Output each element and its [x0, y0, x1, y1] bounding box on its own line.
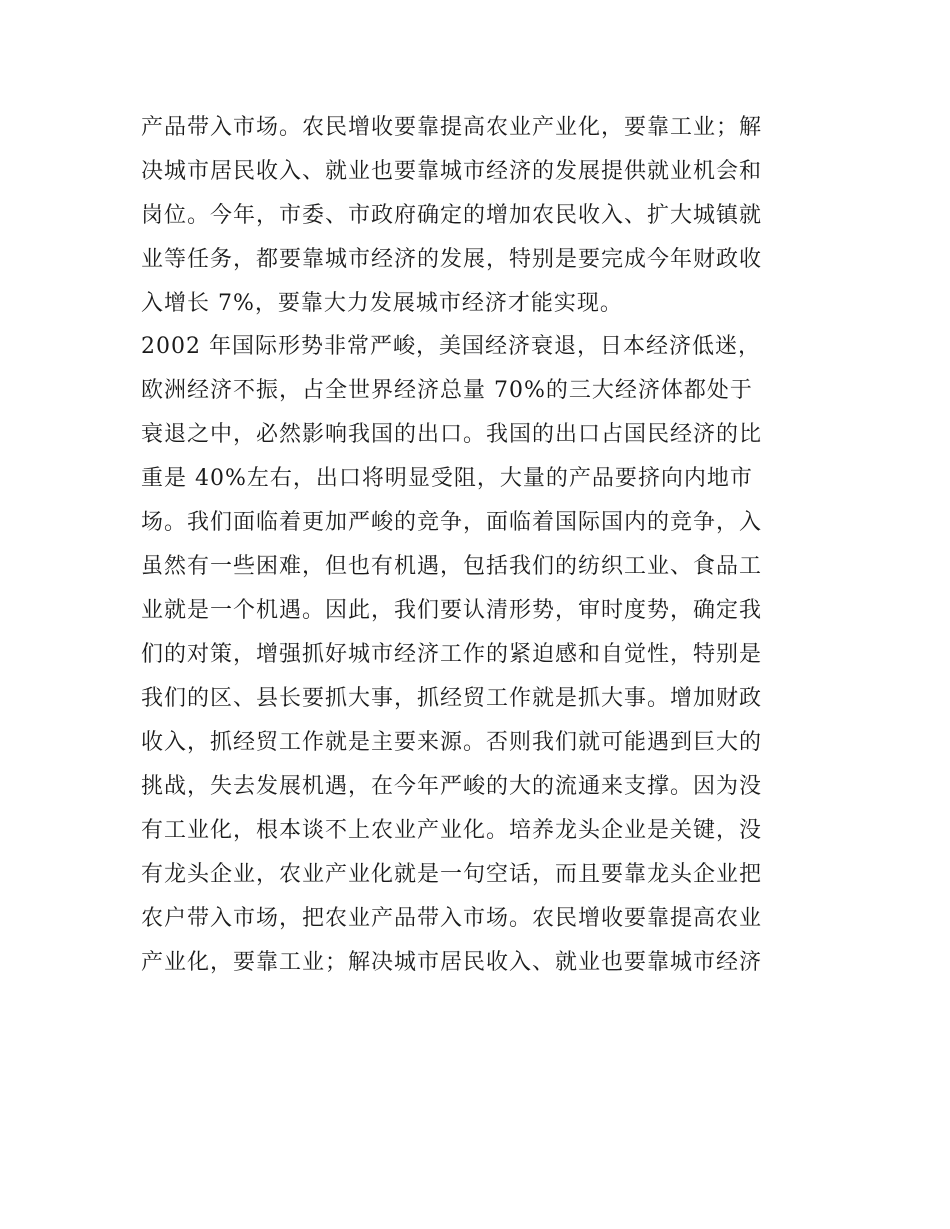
text-line: 有工业化，根本谈不上农业产业化。培养龙头企业是关键，没 [141, 818, 763, 843]
text-line: 衰退之中，必然影响我国的出口。我国的出口占国民经济的比 [141, 422, 763, 447]
text-line: 业等任务，都要靠城市经济的发展，特别是要完成今年财政收 [141, 247, 763, 272]
text-line: 产业化，要靠工业；解决城市居民收入、就业也要靠城市经济 [141, 950, 763, 975]
text-line: 欧洲经济不振，占全世界经济总量 70%的三大经济体都处于 [141, 378, 753, 403]
text-line: 们的对策，增强抓好城市经济工作的紧迫感和自觉性，特别是 [141, 642, 763, 667]
text-line: 岗位。今年，市委、市政府确定的增加农民收入、扩大城镇就 [141, 203, 763, 228]
text-line: 我们的区、县长要抓大事，抓经贸工作就是抓大事。增加财政 [141, 686, 763, 711]
paragraph-2 [141, 325, 821, 985]
text-line: 场。我们面临着更加严峻的竞争，面临着国际国内的竞争，入 [141, 510, 763, 535]
text-line: 决城市居民收入、就业也要靠城市经济的发展提供就业机会和 [141, 159, 763, 184]
paragraph-1 [141, 106, 821, 326]
text-line: 有龙头企业，农业产业化就是一句空话，而且要靠龙头企业把 [141, 862, 763, 887]
text-line: 产品带入市场。农民增收要靠提高农业产业化，要靠工业；解 [141, 115, 763, 140]
text-line: 入增长 7%，要靠大力发展城市经济才能实现。 [141, 291, 623, 316]
text-line: 业就是一个机遇。因此，我们要认清形势，审时度势，确定我 [141, 598, 763, 623]
text-line: 收入，抓经贸工作就是主要来源。否则我们就可能遇到巨大的 [141, 730, 763, 755]
text-line: 农户带入市场，把农业产品带入市场。农民增收要靠提高农业 [141, 906, 763, 931]
text-line: 虽然有一些困难，但也有机遇，包括我们的纺织工业、食品工 [141, 554, 763, 579]
text-line: 2002 年国际形势非常严峻，美国经济衰退，日本经济低迷， [141, 334, 761, 359]
text-line: 重是 40%左右，出口将明显受阻，大量的产品要挤向内地市 [141, 466, 753, 491]
text-line: 挑战，失去发展机遇，在今年严峻的大的流通来支撑。因为没 [141, 774, 763, 799]
